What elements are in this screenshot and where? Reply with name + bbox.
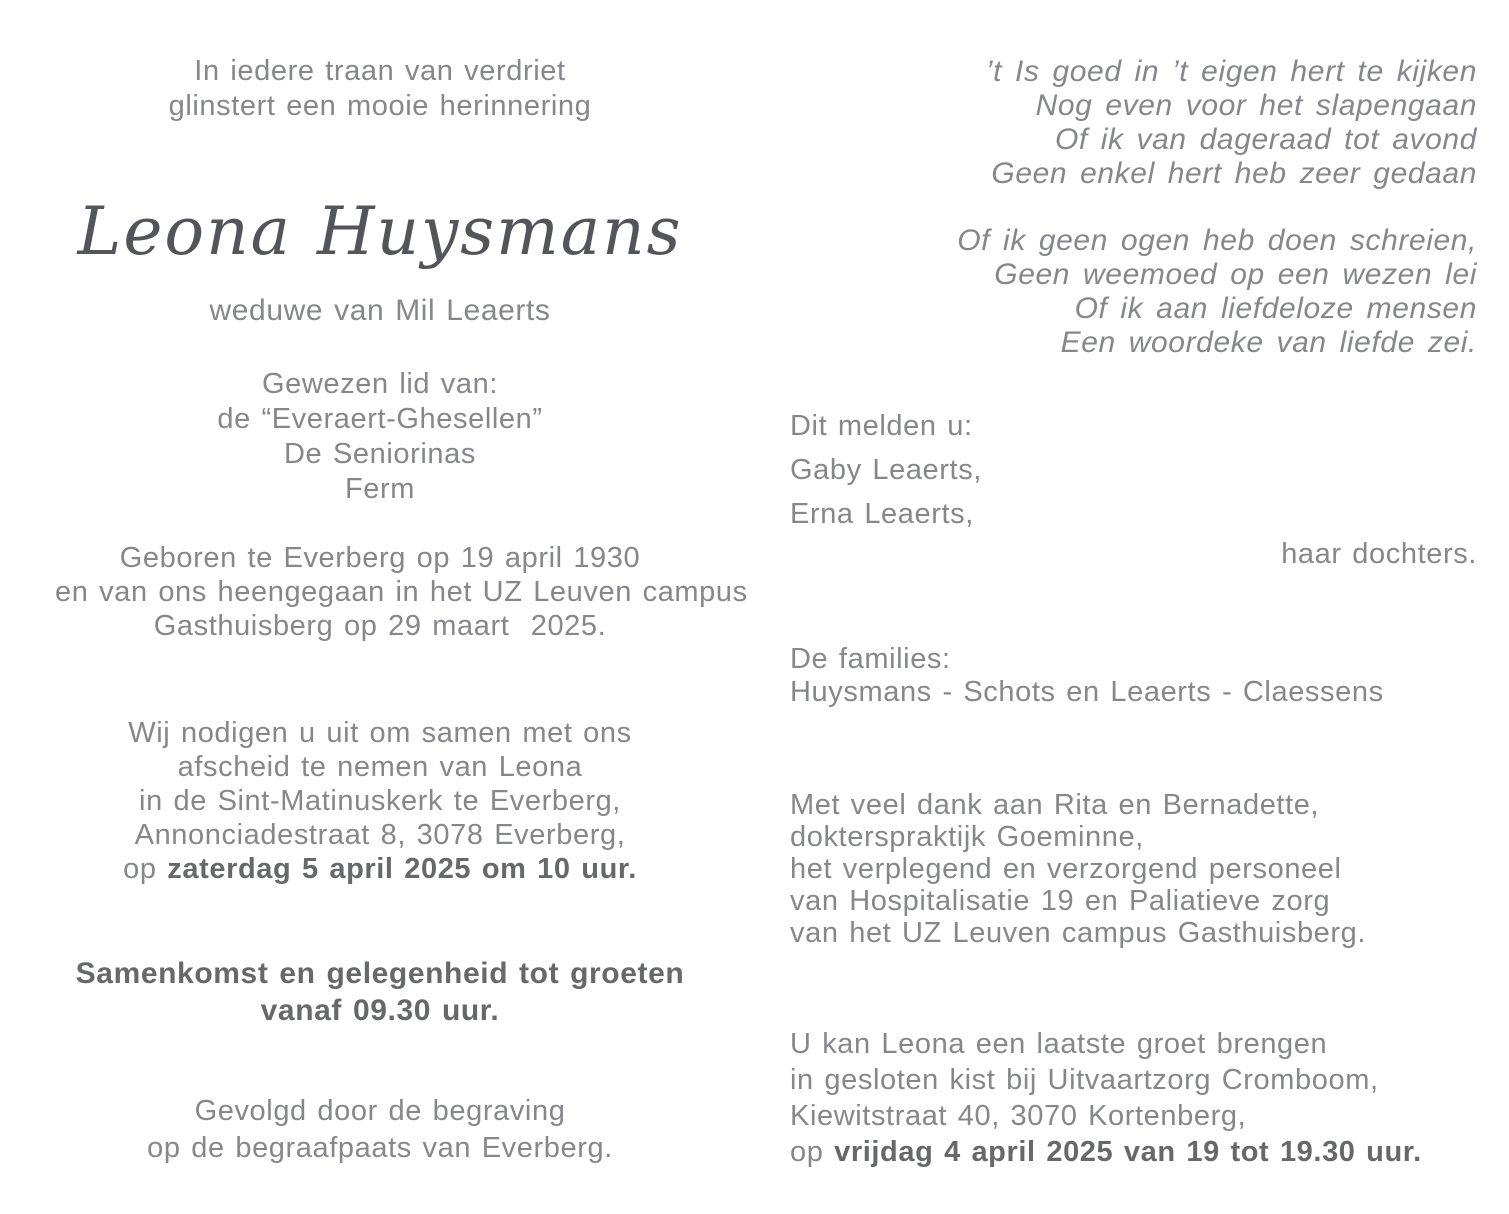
death-line: Gasthuisberg op 29 maart 2025.	[153, 610, 607, 642]
burial-line: op de begraafpaats van Everberg.	[147, 1132, 613, 1164]
birth-line: Geboren te Everberg op 19 april 1930	[119, 542, 641, 574]
memberships	[55, 367, 705, 507]
death-line: en van ons heengegaan in het UZ Leuven campus	[55, 576, 748, 608]
greeting-line: in gesloten kist bij Uitvaartzorg Cromboom,	[790, 1064, 1379, 1096]
membership-item: De Seniorinas	[284, 438, 476, 470]
families	[790, 643, 1477, 709]
families-names: Huysmans - Schots en Leaerts - Claessens	[790, 676, 1384, 708]
poem-line: Een woordeke van liefde zei.	[1060, 326, 1477, 359]
announcer: Gaby Leaerts,	[790, 454, 982, 486]
service-date: zaterdag 5 april 2025 om 10 uur.	[167, 853, 637, 885]
poem-line: Geen weemoed op een wezen lei	[994, 258, 1477, 291]
widow-relation: weduwe van Mil Leaerts	[209, 294, 551, 327]
poem-line: Geen enkel hert heb zeer gedaan	[991, 157, 1477, 190]
burial-line: Gevolgd door de begraving	[194, 1095, 566, 1127]
verse-line: glinstert een mooie herinnering	[168, 90, 592, 122]
invitation-line: in de Sint-Matinuskerk te Everberg,	[139, 785, 621, 817]
greeting-date-line	[790, 1134, 1477, 1170]
families-heading: De families:	[790, 643, 951, 675]
poem-line: Nog even voor het slapengaan	[1035, 89, 1477, 122]
thanks-line: Met veel dank aan Rita en Bernadette,	[790, 789, 1320, 821]
gathering-line: vanaf 09.30 uur.	[260, 994, 500, 1027]
poem-line: Of ik aan liefdeloze mensen	[1074, 292, 1477, 325]
gathering-notice	[55, 955, 705, 1029]
announcers-relation: haar dochters.	[1281, 538, 1477, 570]
service-date-prefix: op	[123, 853, 168, 885]
gathering-line: Samenkomst en gelegenheid tot groeten	[75, 957, 685, 990]
poem-line: Of ik van dageraad tot avond	[1054, 123, 1477, 156]
membership-item: de “Everaert-Ghesellen”	[217, 403, 543, 435]
last-greeting	[790, 1026, 1477, 1170]
announcer: Erna Leaerts,	[790, 498, 974, 530]
opening-verse	[55, 54, 705, 124]
acknowledgements	[790, 789, 1477, 949]
announcement-heading: Dit melden u:	[790, 410, 973, 442]
verse-line: In iedere traan van verdriet	[194, 55, 566, 87]
thanks-line: het verplegend en verzorgend personeel	[790, 853, 1342, 885]
greeting-line: Kiewitstraat 40, 3070 Kortenberg,	[790, 1100, 1247, 1132]
deceased-name: Leona Huysmans	[77, 193, 683, 270]
birth-death-dates	[55, 541, 748, 643]
announcement	[790, 404, 1477, 536]
burial-notice	[55, 1093, 705, 1167]
invitation-line: Wij nodigen u uit om samen met ons	[128, 717, 632, 749]
greeting-date: vrijdag 4 april 2025 van 19 tot 19.30 uur.	[834, 1136, 1422, 1168]
greeting-line: U kan Leona een laatste groet brengen	[790, 1028, 1328, 1060]
membership-heading: Gewezen lid van:	[261, 368, 499, 400]
thanks-line: van het UZ Leuven campus Gasthuisberg.	[790, 917, 1367, 949]
funeral-invitation	[55, 716, 705, 886]
memorial-poem	[790, 55, 1477, 360]
membership-item: Ferm	[344, 473, 416, 505]
poem-line: ’t Is goed in ’t eigen hert te kijken	[985, 55, 1477, 88]
service-date-line	[55, 852, 705, 886]
thanks-line: dokterspraktijk Goeminne,	[790, 821, 1144, 853]
thanks-line: van Hospitalisatie 19 en Paliatieve zorg	[790, 885, 1331, 917]
invitation-line: afscheid te nemen van Leona	[177, 751, 583, 783]
poem-line: Of ik geen ogen heb doen schreien,	[957, 224, 1477, 257]
greeting-date-prefix: op	[790, 1136, 835, 1168]
poem-stanza-1	[790, 55, 1477, 191]
invitation-line: Annonciadestraat 8, 3078 Everberg,	[134, 819, 626, 851]
poem-stanza-2	[790, 224, 1477, 360]
